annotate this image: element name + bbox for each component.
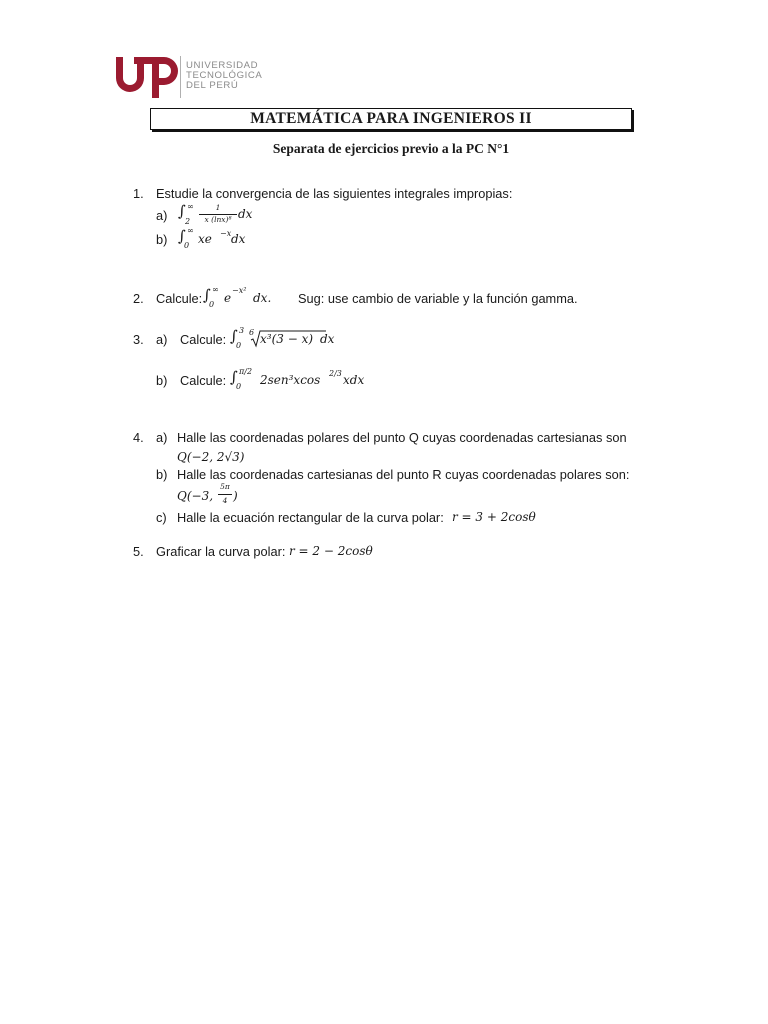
document-title: MATEMÁTICA PARA INGENIEROS II — [150, 108, 632, 130]
q3b-text: Calcule: — [180, 373, 227, 388]
q2-integrand: e — [224, 291, 232, 305]
q4c-label: c) — [156, 510, 167, 525]
q5-number: 5. — [133, 544, 144, 559]
q4b-label: b) — [156, 467, 168, 482]
q1b-label: b) — [156, 232, 168, 247]
utp-logo — [112, 52, 272, 102]
q1b-integrand: xe — [198, 232, 212, 246]
q4a-label: a) — [156, 430, 168, 445]
q1a-denominator: x (lnx)⁸ — [204, 215, 232, 224]
q3a-label: a) — [156, 332, 168, 347]
integral-sign: ∫ — [178, 202, 186, 220]
q4-number: 4. — [133, 430, 144, 445]
integral-sign: ∫ — [178, 227, 186, 245]
q1-number: 1. — [133, 186, 144, 201]
q4c-text: Halle la ecuación rectangular de la curva polar: — [177, 510, 444, 525]
q3-number: 3. — [133, 332, 144, 347]
utp-logo-mark — [112, 52, 178, 100]
q4a-text: Halle las coordenadas polares del punto Q cuyas coordenadas cartesianas son — [177, 430, 627, 445]
q4b-fraction-bar — [218, 494, 232, 495]
q4b-frac-denominator: 4 — [222, 496, 228, 505]
q2-label: Calcule: — [156, 291, 203, 306]
q3b-lower: 0 — [236, 382, 242, 391]
q3a-root-index: 6 — [249, 328, 255, 337]
integral-sign: ∫ — [230, 327, 238, 345]
q4b-text: Halle las coordenadas cartesianas del punto R cuyas coordenadas polares son: — [177, 467, 630, 482]
q5-text: Graficar la curva polar: — [156, 544, 286, 559]
q4b-frac-numerator: 5π — [220, 482, 230, 491]
q2-hint: Sug: use cambio de variable y la función gamma. — [298, 291, 578, 306]
q1b-lower: 0 — [184, 241, 190, 250]
logo-line-2: TECNOLÓGICA — [186, 70, 263, 81]
q2-lower: 0 — [209, 300, 215, 309]
q3a-lower: 0 — [236, 341, 242, 350]
integral-sign: ∫ — [203, 286, 211, 304]
q2-number: 2. — [133, 291, 144, 306]
q1a-label: a) — [156, 208, 168, 223]
q1b-exponent: −x — [220, 229, 232, 238]
q1b-differential: dx — [231, 232, 246, 246]
integral-sign: ∫ — [230, 368, 238, 386]
q1a-numerator: 1 — [215, 203, 221, 212]
q4c-equation: r = 3 + 2cosθ — [452, 510, 536, 524]
q4b-point-prefix: Q(−3, — [177, 489, 214, 503]
q2-exponent: −x² — [232, 286, 247, 295]
q1b-upper: ∞ — [187, 226, 194, 235]
q1a-lower: 2 — [185, 217, 191, 226]
q2-differential: dx. — [253, 291, 272, 305]
q5-equation: r = 2 − 2cosθ — [289, 544, 373, 558]
logo-divider — [180, 56, 181, 98]
q3b-differential: xdx — [343, 373, 365, 387]
q3b-integrand: 2sen³xcos — [260, 373, 321, 387]
q3b-upper: π/2 — [239, 367, 253, 376]
q3a-differential: dx — [320, 332, 335, 346]
logo-line-1: UNIVERSIDAD — [186, 60, 259, 71]
q3b-label: b) — [156, 373, 168, 388]
logo-line-3: DEL PERÚ — [186, 80, 239, 91]
document-subtitle: Separata de ejercicios previo a la PC N°1 — [272, 141, 510, 156]
q4b-point-suffix: ) — [233, 489, 238, 503]
q1a-upper: ∞ — [187, 202, 194, 211]
q1a-differential: dx — [238, 207, 253, 221]
q3a-text: Calcule: — [180, 332, 227, 347]
q3b-exponent: 2/3 — [329, 369, 342, 378]
q2-upper: ∞ — [212, 285, 219, 294]
q3a-upper: 3 — [239, 326, 245, 335]
q4a-point: Q(−2, 2√3) — [177, 450, 245, 464]
q3a-radicand: x³(3 − x) — [260, 332, 314, 346]
q1-text: Estudie la convergencia de las siguientes integrales impropias: — [156, 186, 513, 201]
